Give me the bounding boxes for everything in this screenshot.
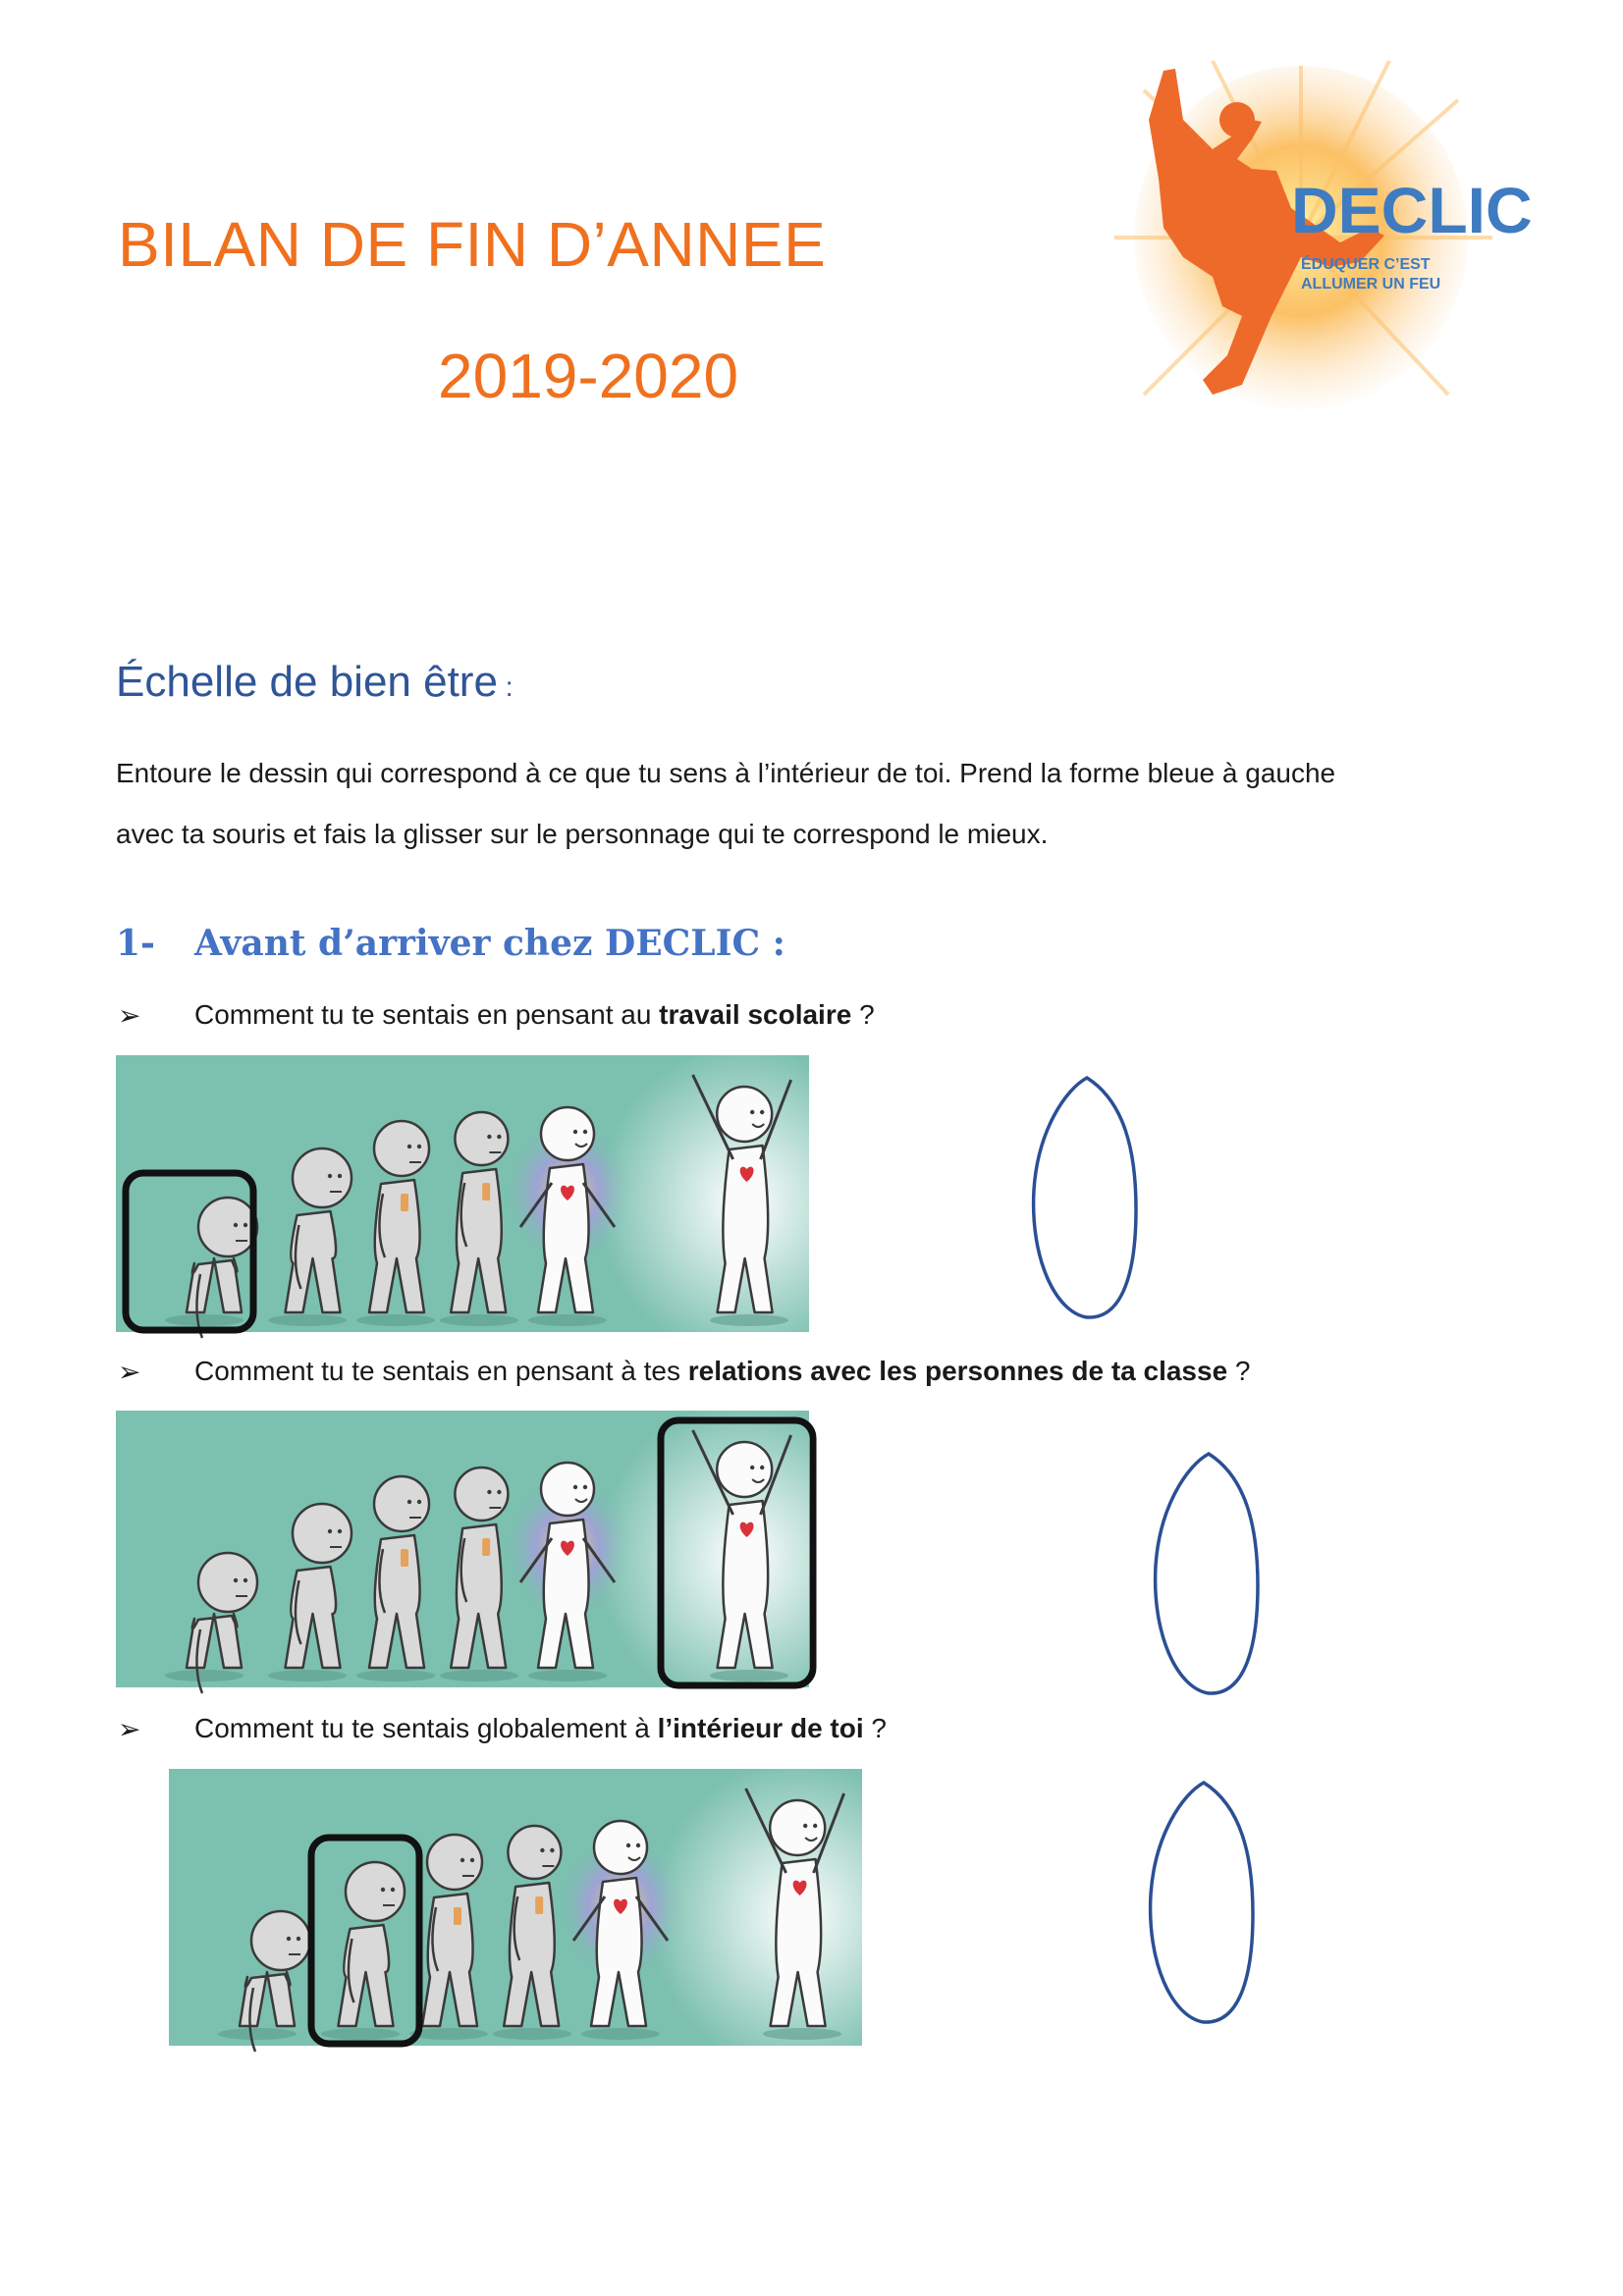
declic-logo — [1105, 61, 1533, 414]
document-year: 2019-2020 — [438, 341, 739, 411]
question-2-suffix: ? — [1227, 1356, 1251, 1386]
wellbeing-scale-image-2[interactable] — [116, 1411, 809, 1687]
question-1-prefix: Comment tu te sentais en pensant au — [194, 999, 660, 1030]
question-1 — [118, 999, 875, 1031]
part1-heading — [116, 923, 785, 964]
wellbeing-scale-image-1[interactable] — [116, 1055, 809, 1332]
question-3-suffix: ? — [863, 1713, 887, 1743]
draggable-blue-oval-2[interactable] — [1144, 1448, 1271, 1703]
question-2-bold: relations avec les personnes de ta classe — [687, 1356, 1228, 1386]
logo-tagline-2: ALLUMER UN FEU — [1301, 276, 1441, 293]
question-3 — [118, 1713, 887, 1744]
logo-tagline-1: ÉDUQUER C’EST — [1301, 256, 1431, 273]
question-3-prefix: Comment tu te sentais globalement à — [194, 1713, 658, 1743]
question-2-prefix: Comment tu te sentais en pensant à tes — [194, 1356, 688, 1386]
draggable-blue-oval-1[interactable] — [1026, 1072, 1154, 1327]
part1-number: 1- — [116, 923, 155, 964]
document-title: BILAN DE FIN D’ANNEE — [118, 209, 827, 280]
part1-title: Avant d’arriver chez DECLIC : — [194, 923, 785, 964]
instructions-paragraph: Entoure le dessin qui correspond à ce que tu sens à l’intérieur de toi. Prend la forme bleue à gauche avec ta souris et fais la glisser sur le personnage qui te correspond le mieux. — [116, 758, 1336, 849]
question-2 — [118, 1356, 1251, 1387]
arrowhead-bullet-icon: ➢ — [118, 1000, 141, 1031]
draggable-blue-oval-3[interactable] — [1139, 1777, 1267, 2032]
scale-heading-text: Échelle de bien être — [116, 658, 498, 706]
scale-heading — [116, 658, 514, 707]
logo-brand: DECLIC — [1291, 174, 1533, 246]
question-1-suffix: ? — [851, 999, 875, 1030]
arrowhead-bullet-icon: ➢ — [118, 1357, 141, 1387]
wellbeing-scale-image-3[interactable] — [169, 1769, 862, 2046]
arrowhead-bullet-icon: ➢ — [118, 1714, 141, 1744]
scale-heading-colon: : — [497, 671, 514, 702]
question-1-bold: travail scolaire — [659, 999, 852, 1030]
question-3-bold: l’intérieur de toi — [657, 1713, 864, 1743]
